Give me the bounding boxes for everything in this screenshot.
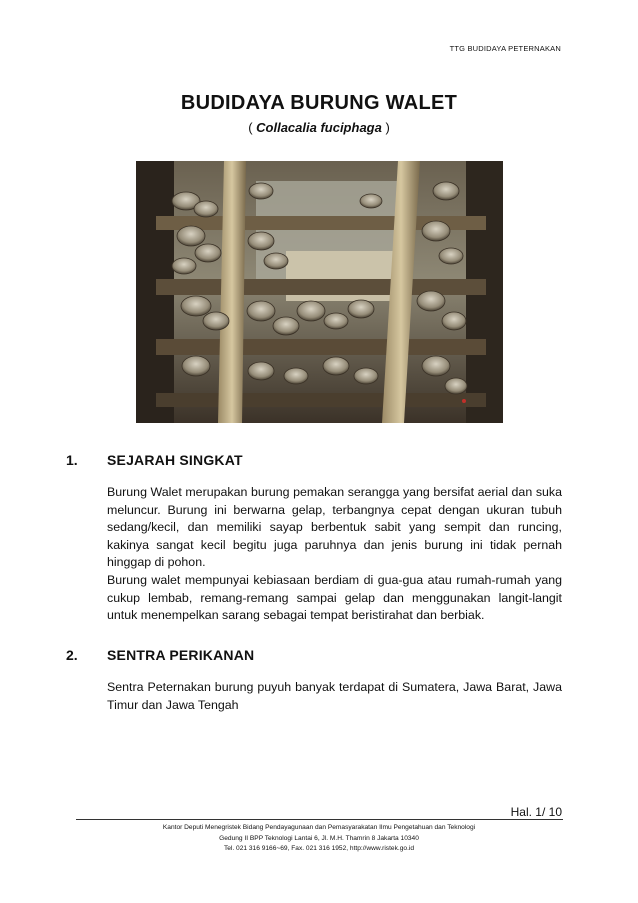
section-1-number: 1. [66, 452, 78, 468]
section-1-paragraph-1: Burung Walet merupakan burung pemakan serangga yang bersifat aerial dan suka meluncur. Burung ini berwarna gelap, terbangnya cepat dengan ukuran tubuh sedang/kecil, dan memiliki sayap berbentuk sabit yang sempit dan runcing, kakinya sangat kecil begitu juga paruhnya dan jenis burung ini tidak pernah hinggap di pohon. [107, 485, 562, 570]
photo-swiftlet-nests-icon [136, 161, 503, 423]
footer [0, 823, 638, 855]
section-2-number: 2. [66, 647, 78, 663]
running-header: TTG BUDIDAYA PETERNAKAN [449, 44, 561, 53]
document-title: BUDIDAYA BURUNG WALET [180, 92, 458, 114]
section-2-paragraph-1: Sentra Peternakan burung puyuh banyak terdapat di Sumatera, Jawa Barat, Jawa Timur dan Jawa Tengah [107, 680, 562, 712]
footer-line-3: Tel. 021 316 9166~69, Fax. 021 316 1952, http://www.ristek.go.id [223, 845, 415, 852]
section-2-heading: SENTRA PERIKANAN [107, 647, 255, 663]
swiftlet-nest-photo [136, 161, 503, 423]
document-subtitle [0, 120, 638, 135]
section-1-paragraph-2: Burung walet mempunyai kebiasaan berdiam di gua-gua atau rumah-rumah yang cukup lembab, remang-remang sampai gelap dan menggunakan langit-langit untuk menempelkan sarang sebagai tempat beristirahat dan berbiak. [107, 573, 562, 623]
page-number: Hal. 1/ 10 [510, 805, 562, 819]
footer-line-2: Gedung II BPP Teknologi Lantai 6, Jl. M.H. Thamrin 8 Jakarta 10340 [219, 834, 419, 842]
section-1-heading: SEJARAH SINGKAT [107, 452, 243, 468]
scientific-name: Collacalia fuciphaga [256, 120, 382, 135]
subtitle-open-paren: ( [248, 120, 257, 135]
footer-line-1: Kantor Deputi Menegristek Bidang Pendayagunaan dan Pemasyarakatan Ilmu Pengetahuan dan Teknologi [162, 824, 476, 831]
subtitle-close-paren: ) [381, 120, 390, 135]
footer-divider [76, 819, 563, 820]
